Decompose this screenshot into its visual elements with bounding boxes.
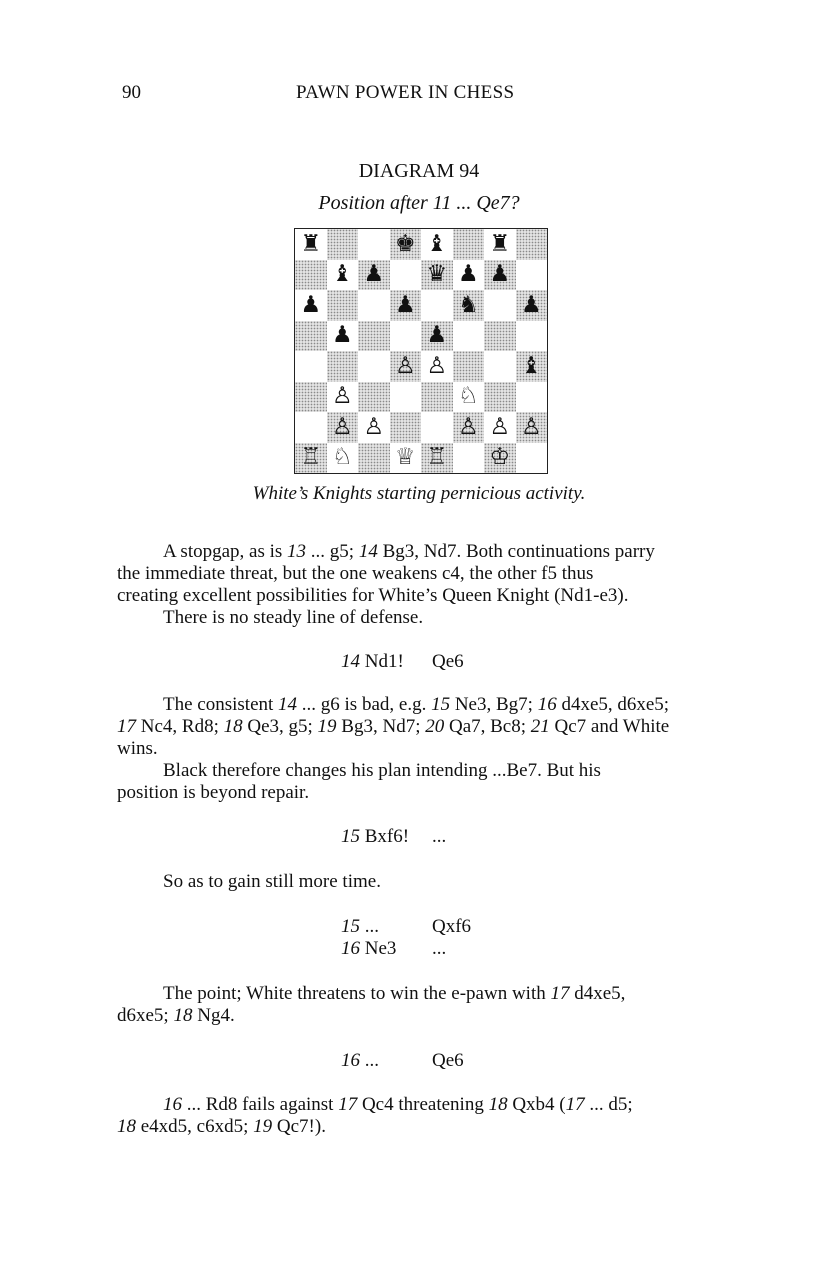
board-square: [295, 229, 327, 260]
paragraph-3: [117, 760, 723, 804]
chess-piece: ♖: [426, 444, 448, 471]
board-square: [453, 229, 485, 260]
paragraph-1: [117, 541, 723, 629]
board-square: [390, 351, 422, 382]
board-square: [516, 229, 548, 260]
diagram-caption: Position after 11 ... Qe7?: [318, 192, 520, 214]
white-move: ...: [360, 916, 379, 937]
board-square: [327, 260, 359, 291]
board-square: [484, 290, 516, 321]
board-square: [453, 412, 485, 443]
board-square: [295, 290, 327, 321]
board-square: [390, 229, 422, 260]
board-square: [516, 260, 548, 291]
board-square: [453, 382, 485, 413]
board-square: [295, 260, 327, 291]
chess-piece: ♙: [331, 413, 353, 440]
board-square: [390, 443, 422, 474]
black-move: ...: [432, 938, 447, 959]
board-square: [516, 351, 548, 382]
board-square: [421, 290, 453, 321]
text-line: d6xe5; 18 Ng4.: [117, 1005, 235, 1026]
text-line: The consistent 14 ... g6 is bad, e.g. 15 Ne3, Bg7; 16 d4xe5, d6xe5;: [163, 694, 670, 715]
black-move: Qxf6: [432, 916, 472, 937]
chess-piece: ♜: [300, 230, 322, 257]
chess-piece: ♙: [363, 413, 385, 440]
board-square: [484, 260, 516, 291]
board-square: [327, 382, 359, 413]
board-square: [358, 290, 390, 321]
chess-piece: ♝: [331, 261, 353, 288]
chess-piece: ♙: [520, 413, 542, 440]
board-square: [484, 229, 516, 260]
board-square: [358, 412, 390, 443]
board-square: [453, 351, 485, 382]
text-line: creating excellent possibilities for White’s Queen Knight (Nd1-e3).: [117, 585, 629, 606]
board-square: [421, 321, 453, 352]
chess-piece: ♖: [300, 444, 322, 471]
board-square: [358, 229, 390, 260]
chess-piece: ♙: [394, 352, 416, 379]
board-square: [484, 351, 516, 382]
text-line: So as to gain still more time.: [163, 871, 381, 892]
move-number: 16: [341, 938, 360, 959]
paragraph-4: [117, 871, 723, 893]
board-square: [358, 260, 390, 291]
chess-piece: ♔: [489, 444, 511, 471]
board-square: [421, 351, 453, 382]
text-line: There is no steady line of defense.: [163, 607, 424, 628]
board-square: [453, 260, 485, 291]
chess-piece: ♘: [331, 444, 353, 471]
move-number: 15: [341, 916, 360, 937]
board-square: [358, 321, 390, 352]
text-line: The point; White threatens to win the e-pawn with 17 d4xe5,: [163, 983, 626, 1004]
chess-piece: ♘: [457, 383, 479, 410]
board-square: [358, 382, 390, 413]
board-square: [484, 321, 516, 352]
white-move: Nd1!: [360, 651, 404, 672]
board-square: [453, 290, 485, 321]
diagram-title: DIAGRAM 94: [358, 160, 480, 182]
board-square: [516, 290, 548, 321]
text-line: 17 Nc4, Rd8; 18 Qe3, g5; 19 Bg3, Nd7; 20 Qa7, Bc8; 21 Qc7 and White: [117, 716, 670, 737]
chess-piece: ♟: [300, 291, 322, 318]
chess-piece: ♟: [394, 291, 416, 318]
move-number: 14: [341, 651, 360, 672]
text-line: 18 e4xd5, c6xd5; 19 Qc7!).: [117, 1116, 326, 1137]
board-square: [327, 321, 359, 352]
black-move: Qe6: [432, 651, 464, 672]
chess-piece: ♛: [426, 261, 448, 288]
board-square: [295, 443, 327, 474]
board-square: [421, 443, 453, 474]
board-square: [453, 443, 485, 474]
running-head: PAWN POWER IN CHESS: [296, 82, 515, 103]
board-square: [516, 321, 548, 352]
board-square: [516, 443, 548, 474]
paragraph-6: [117, 1094, 723, 1138]
board-square: [327, 290, 359, 321]
board-square: [421, 260, 453, 291]
chess-piece: ♟: [331, 322, 353, 349]
black-move: ...: [432, 826, 447, 847]
text-line: position is beyond repair.: [117, 782, 310, 803]
board-square: [390, 412, 422, 443]
chess-piece: ♟: [489, 261, 511, 288]
board-square: [453, 321, 485, 352]
move-number: 15: [341, 826, 360, 847]
chess-piece: ♙: [331, 383, 353, 410]
board-square: [484, 382, 516, 413]
paragraph-2: [117, 694, 723, 760]
text-line: Black therefore changes his plan intending ...Be7. But his: [163, 760, 601, 781]
chess-piece: ♙: [457, 413, 479, 440]
page-number: 90: [122, 82, 141, 103]
board-square: [327, 412, 359, 443]
chess-piece: ♞: [457, 291, 479, 318]
board-square: [295, 382, 327, 413]
board-square: [484, 443, 516, 474]
chess-piece: ♟: [426, 322, 448, 349]
chess-piece: ♙: [426, 352, 448, 379]
chess-board: [294, 228, 548, 474]
chess-piece: ♕: [394, 444, 416, 471]
board-square: [327, 351, 359, 382]
board-square: [358, 351, 390, 382]
chess-piece: ♜: [489, 230, 511, 257]
chess-piece: ♟: [520, 291, 542, 318]
paragraph-5: [117, 983, 723, 1027]
board-square: [295, 412, 327, 443]
text-line: A stopgap, as is 13 ... g5; 14 Bg3, Nd7. Both continuations parry: [163, 541, 655, 562]
board-square: [295, 351, 327, 382]
chess-piece: ♚: [394, 230, 416, 257]
board-square: [516, 382, 548, 413]
board-square: [390, 260, 422, 291]
chess-piece: ♟: [363, 261, 385, 288]
figure-caption: White’s Knights starting pernicious activity.: [252, 483, 586, 504]
chess-piece: ♝: [520, 352, 542, 379]
chess-piece: ♙: [489, 413, 511, 440]
board-square: [421, 229, 453, 260]
text-line: the immediate threat, but the one weakens c4, the other f5 thus: [117, 563, 594, 584]
move-number: 16: [341, 1050, 360, 1071]
text-line: wins.: [117, 738, 158, 759]
chess-piece: ♝: [426, 230, 448, 257]
chess-piece: ♟: [457, 261, 479, 288]
text-line: 16 ... Rd8 fails against 17 Qc4 threatening 18 Qxb4 (17 ... d5;: [163, 1094, 633, 1115]
board-square: [295, 321, 327, 352]
white-move: Bxf6!: [360, 826, 410, 847]
board-square: [327, 443, 359, 474]
board-square: [484, 412, 516, 443]
board-square: [358, 443, 390, 474]
black-move: Qe6: [432, 1050, 464, 1071]
board-square: [327, 229, 359, 260]
white-move: Ne3: [360, 938, 397, 959]
white-move: ...: [360, 1050, 379, 1071]
board-square: [390, 290, 422, 321]
board-square: [390, 321, 422, 352]
board-square: [421, 382, 453, 413]
board-square: [421, 412, 453, 443]
board-square: [390, 382, 422, 413]
board-square: [516, 412, 548, 443]
